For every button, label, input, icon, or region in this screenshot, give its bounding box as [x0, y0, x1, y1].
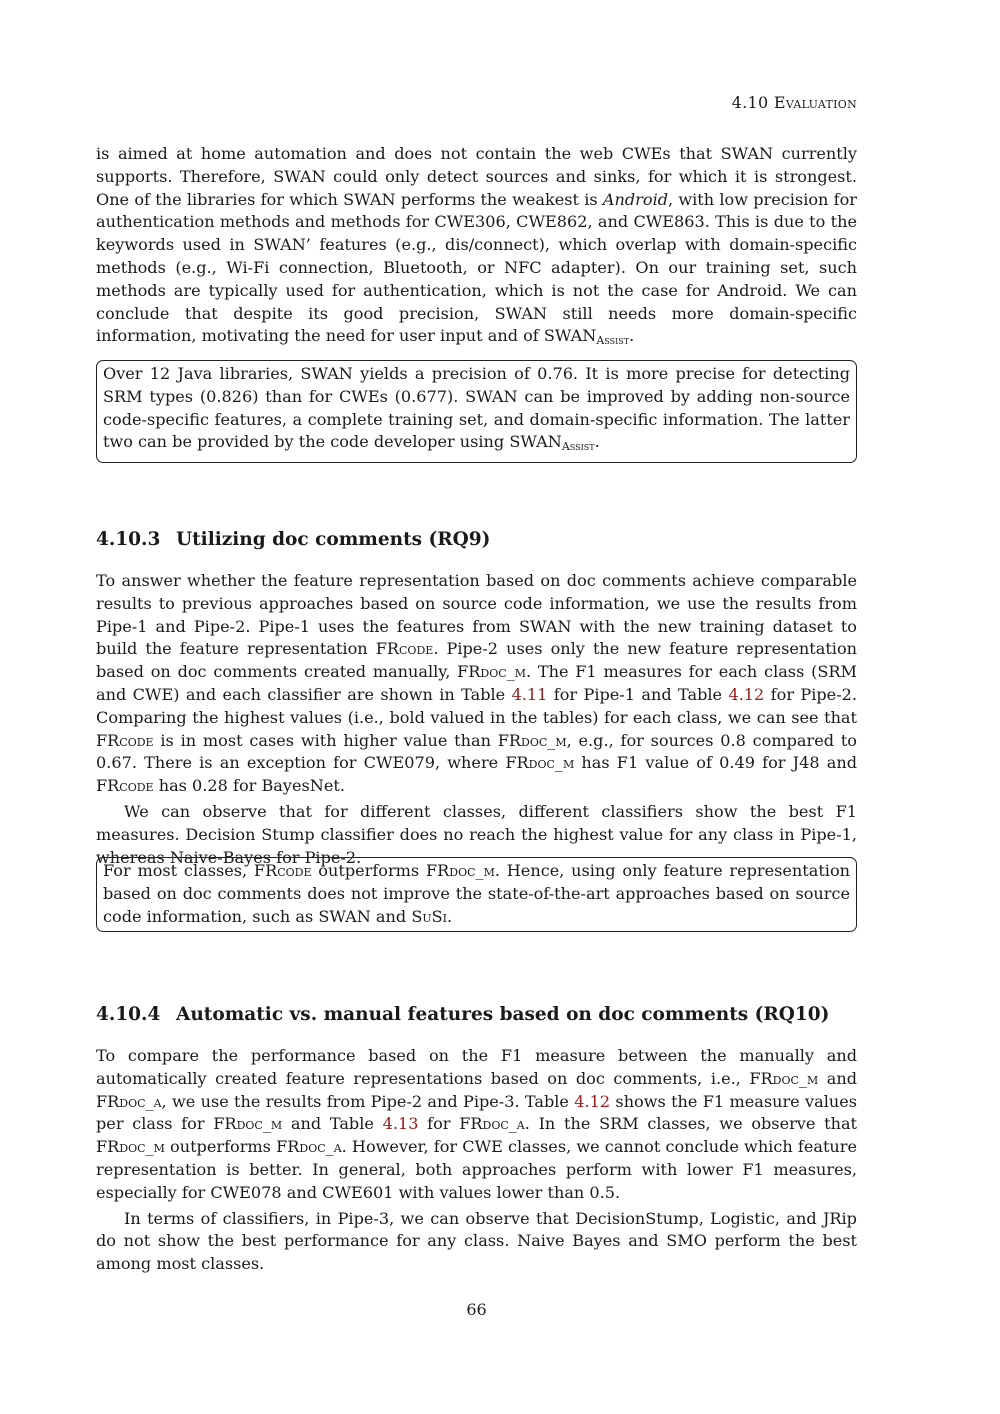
- assist-subscript: Assist: [561, 440, 595, 454]
- running-head: [732, 93, 857, 112]
- section-4-10-3-paragraph-2: We can observe that for different classes, different classifiers show the best F1 measures. Decision Stump classifier does no reach the highest value for any class in Pipe-1, whereas Naive-Bayes for Pipe-2.: [96, 801, 857, 867]
- summary-box-frcode-text: For most classes, FRcode outperforms FRdoc_m. Hence, using only feature representation based on doc comments does not improve the state-of-the-art approaches based on source code information, such as SWAN and SuSi.: [103, 861, 851, 926]
- section-heading: [96, 528, 857, 552]
- page-number: 66: [466, 1300, 487, 1319]
- section-title: Automatic vs. manual features based on doc comments (RQ10): [176, 1004, 830, 1025]
- section-4-10-3-heading: [96, 528, 857, 552]
- section-title: Utilizing doc comments (RQ9): [176, 529, 491, 550]
- section-4-10-3-paragraph-1: To answer whether the feature representation based on doc comments achieve comparable results to previous approaches based on source code information, we use the results from Pipe-1 and Pipe-2. Pipe-1 uses the features from SWAN with the new training dataset to build the feature representation FRcode. Pipe-2 uses only the new feature representation based on doc comments created manually, FRdoc_m. The F1 measures for each class (SRM and CWE) and each classifier are shown in Table 4.11 for Pipe-1 and Table 4.12 for Pipe-2. Comparing the highest values (i.e., bold valued in the tables) for each class, we can see that FRcode is in most cases with higher value than FRdoc_m, e.g., for sources 0.8 compared to 0.67. There is an exception for CWE079, where FRdoc_m has F1 value of 0.49 for J48 and FRcode has 0.28 for BayesNet.: [96, 571, 857, 796]
- section-4-10-4-body: [96, 1045, 857, 1276]
- table-ref-link[interactable]: 4.12: [728, 684, 765, 704]
- running-head-title: Evaluation: [773, 93, 857, 112]
- table-ref-link[interactable]: 4.12: [574, 1091, 611, 1111]
- running-head-number: 4.10: [731, 93, 769, 112]
- summary-box-frcode: [96, 857, 857, 932]
- section-heading: [96, 1003, 857, 1027]
- android-emphasis: Android: [602, 189, 669, 209]
- intro-paragraph: is aimed at home automation and does not contain the web CWEs that SWAN currently supports. Therefore, SWAN could only detect sources and sinks, for which it is strongest. One of the libraries for which SWAN performs the weakest is Android, with low precision for authentication methods and methods for CWE306, CWE862, and CWE863. This is due to the keywords used in SWAN’ features (e.g., dis/connect), which overlap with domain-specific methods (e.g., Wi-Fi connection, Bluetooth, or NFC adapter). On our training set, such methods are typically used for authentication, which is not the case for Android. We can conclude that despite its good precision, SWAN still needs more domain-specific information, motivating the need for user input and of $SWAN_{Assist}$.: [96, 144, 857, 348]
- section-4-10-4-paragraph-2: In terms of classifiers, in Pipe-3, we can observe that DecisionStump, Logistic, and JRip do not show the best performance for any class. Naive Bayes and SMO perform the best among most classes.: [96, 1208, 857, 1274]
- summary-box-swan-text: Over 12 Java libraries, SWAN yields a precision of 0.76. It is more precise for detecting SRM types (0.826) than for CWEs (0.677). SWAN can be improved by adding non-source code-specific features, a complete training set, and domain-specific information. The latter two can be provided by the code developer using $SWAN_{Assist}$.: [103, 364, 850, 454]
- section-4-10-4-heading: [96, 1003, 857, 1027]
- section-4-10-3-body: [96, 570, 857, 869]
- intro-paragraph-block: [96, 143, 857, 353]
- table-ref-link[interactable]: 4.11: [511, 684, 548, 704]
- section-4-10-4-paragraph-1: To compare the performance based on the F1 measure between the manually and automatically created feature representations based on doc comments, i.e., FRdoc_m and FRdoc_a, we use the results from Pipe-2 and Pipe-3. Table 4.12 shows the F1 measure values per class for FRdoc_m and Table 4.13 for FRdoc_a. In the SRM classes, we observe that FRdoc_m outperforms FRdoc_a. However, for CWE classes, we cannot conclude which feature representation is better. In general, both approaches perform with lower F1 measures, especially for CWE078 and CWE601 with values lower than 0.5.: [96, 1046, 858, 1202]
- section-number: 4.10.3: [96, 529, 161, 550]
- summary-box-swan: [96, 360, 857, 463]
- table-ref-link[interactable]: 4.13: [382, 1114, 419, 1134]
- assist-subscript: Assist: [596, 334, 630, 348]
- section-number: 4.10.4: [96, 1004, 161, 1025]
